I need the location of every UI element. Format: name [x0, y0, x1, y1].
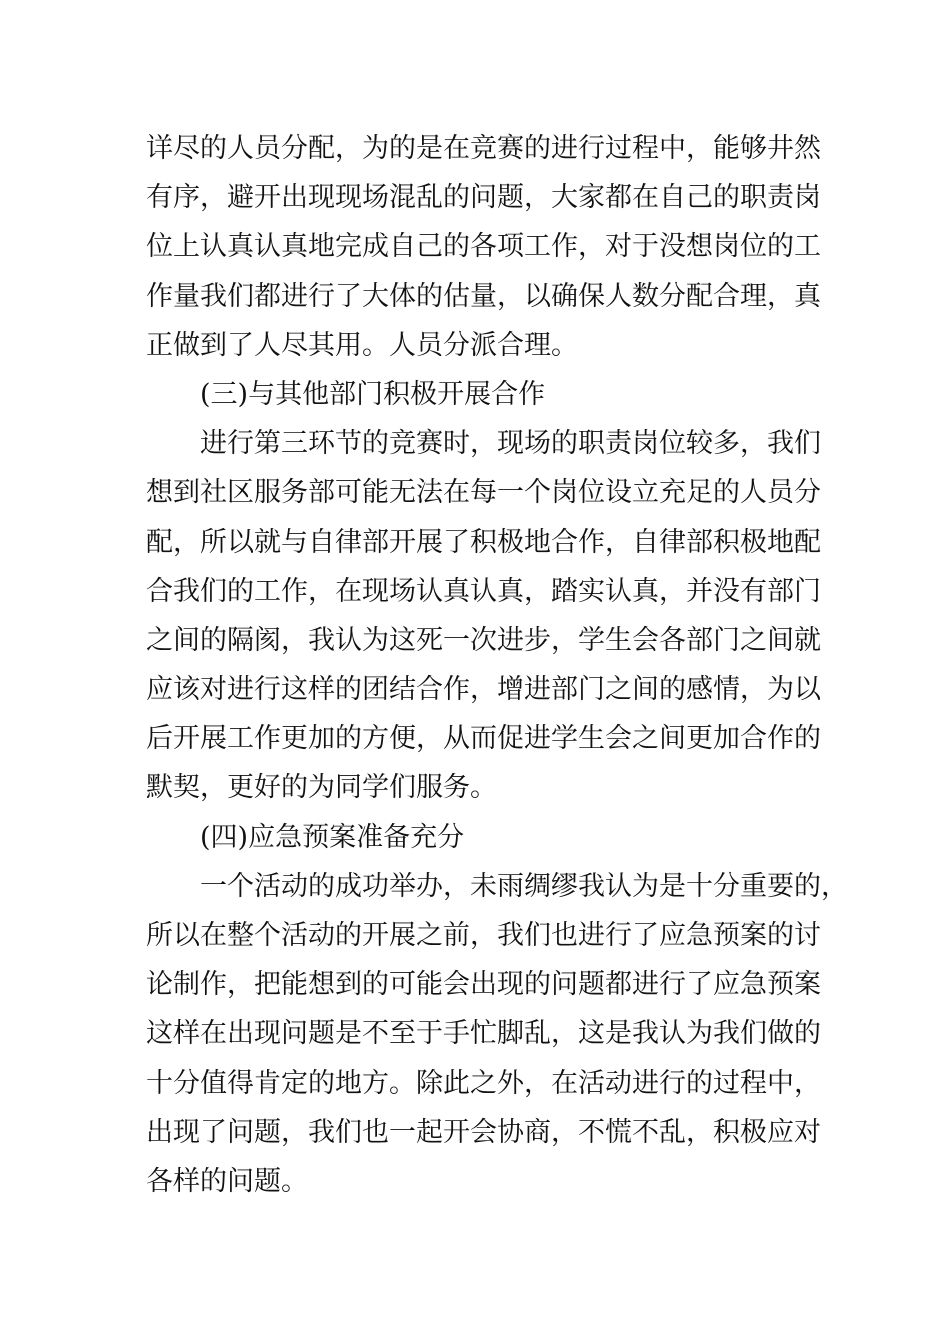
body-line: 默契，更好的为同学们服务。: [146, 772, 497, 804]
body-line: 合我们的工作，在现场认真认真，踏实认真，并没有部门: [146, 575, 821, 607]
body-line: 所以在整个活动的开展之前，我们也进行了应急预案的讨: [146, 920, 821, 951]
body-line: 出现了问题，我们也一起开会协商，不慌不乱，积极应对: [146, 1116, 821, 1148]
section-heading: (三)与其他部门积极开展合作: [200, 378, 546, 410]
body-line: 作量我们都进行了大体的估量，以确保人数分配合理，真: [146, 280, 821, 312]
body-line: 应该对进行这样的团结合作，增进部门之间的感情，为以: [146, 674, 821, 706]
body-line: 各样的问题。: [146, 1165, 308, 1197]
body-line: 想到社区服务部可能无法在每一个岗位设立充足的人员分: [146, 477, 821, 509]
paragraph-first-line: 一个活动的成功举办，未雨绸缪我认为是十分重要的，: [200, 870, 848, 902]
body-line: 配，所以就与自律部开展了积极地合作，自律部积极地配: [146, 526, 821, 558]
body-line: 正做到了人尽其用。人员分派合理。: [146, 329, 578, 361]
section-heading: (四)应急预案准备充分: [200, 821, 465, 853]
body-line: 这样在出现问题是不至于手忙脚乱，这是我认为我们做的: [146, 1018, 821, 1050]
document-body: [146, 124, 848, 1206]
body-line: 十分值得肯定的地方。除此之外，在活动进行的过程中，: [146, 1067, 821, 1099]
body-line: 之间的隔阂，我认为这死一次进步，学生会各部门之间就: [146, 624, 821, 656]
body-line: 位上认真认真地完成自己的各项工作，对于没想岗位的工: [146, 231, 821, 263]
paragraph-first-line: 进行第三环节的竞赛时，现场的职责岗位较多，我们: [200, 428, 821, 460]
body-line: 有序，避开出现现场混乱的问题，大家都在自己的职责岗: [146, 182, 821, 214]
body-line: 论制作，把能想到的可能会出现的问题都进行了应急预案: [146, 969, 821, 1001]
body-line: 后开展工作更加的方便，从而促进学生会之间更加合作的: [146, 723, 821, 755]
body-line: 详尽的人员分配，为的是在竞赛的进行过程中，能够井然: [146, 133, 821, 164]
